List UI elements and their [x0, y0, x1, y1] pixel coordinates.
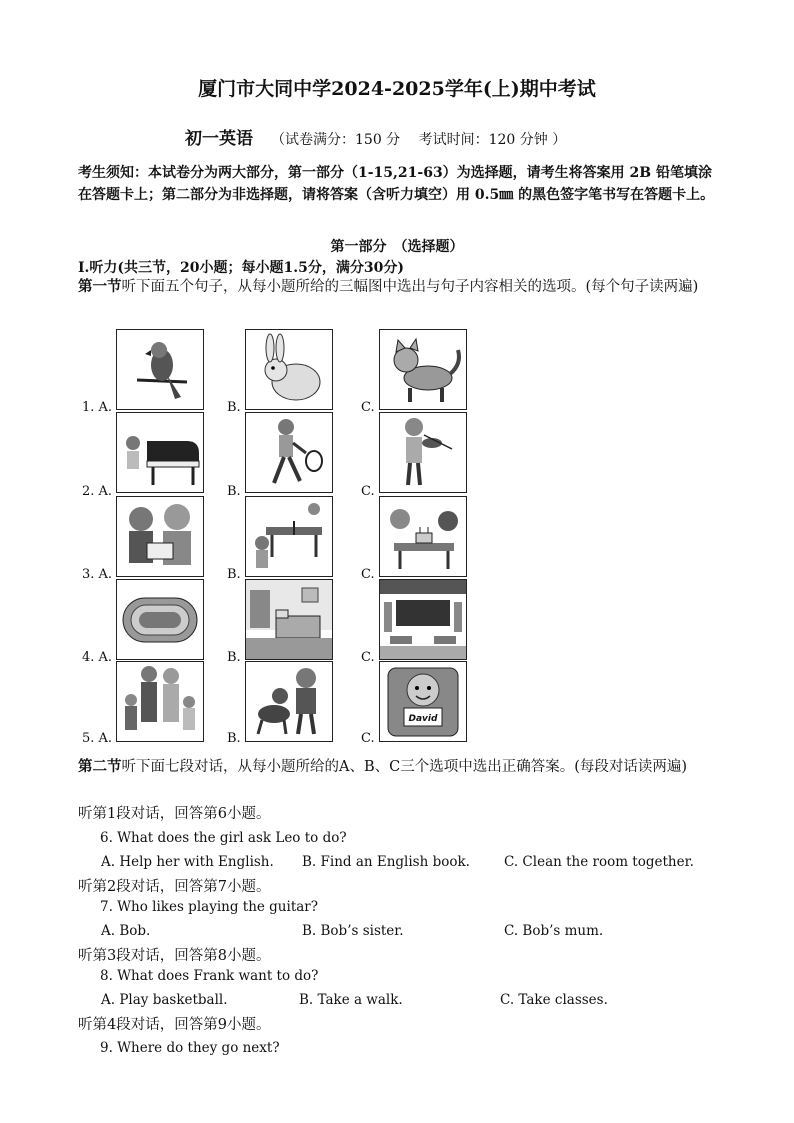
row-2-c-label: C. [361, 484, 375, 499]
bedroom-picture [245, 579, 333, 660]
parrot-picture [116, 329, 204, 410]
row-5-c-label: C. [361, 731, 375, 746]
ping-pong-picture [245, 496, 333, 577]
row-1-label: 1. A. [82, 400, 113, 415]
violin-picture [379, 412, 467, 493]
row-2-label: 2. A. [82, 484, 113, 499]
row-4-c-label: C. [361, 650, 375, 665]
dialogue-intro: 听第4段对话，回答第9小题。 [78, 1017, 271, 1033]
option-7b: B. Bob’s sister. [302, 923, 404, 939]
section1-text: 听下面五个句子，从每小题所给的三幅图中选出与句子内容相关的选项。(每个句子读两遍) [121, 279, 699, 295]
row-3-label: 3. A. [82, 567, 113, 582]
boy-dog-picture [245, 661, 333, 742]
exam-info: （试卷满分：150 分 考试时间：120 分钟 ） [271, 132, 567, 148]
question-7: 7. Who likes playing the guitar? [100, 899, 318, 915]
question-9: 9. Where do they go next? [100, 1040, 280, 1056]
piano-picture [116, 412, 204, 493]
subject-label: 初一英语 [185, 129, 253, 149]
row-4-b-label: B. [227, 650, 241, 665]
question-8: 8. What does Frank want to do? [100, 968, 319, 984]
dialogue-intro: 听第2段对话，回答第7小题。 [78, 879, 271, 895]
listening-heading: I.听力(共三节，20小题；每小题1.5分，满分30分) [78, 260, 404, 276]
notice-label: 考生须知： [78, 165, 148, 181]
option-7a: A. Bob. [101, 923, 151, 939]
cat-picture [379, 329, 467, 410]
row-1-c-label: C. [361, 400, 375, 415]
row-5-b-label: B. [227, 731, 241, 746]
row-3-c-label: C. [361, 567, 375, 582]
rabbit-picture [245, 329, 333, 410]
tennis-picture [245, 412, 333, 493]
party-picture [379, 496, 467, 577]
question-6: 6. What does the girl ask Leo to do? [100, 830, 347, 846]
row-4-label: 4. A. [82, 650, 113, 665]
track-picture [116, 579, 204, 660]
row-2-b-label: B. [227, 484, 241, 499]
name-card-picture [379, 661, 467, 742]
notice-text: 本试卷分为两大部分，第一部分（1-15,21-63）为选择题，请考生将答案用 2B 铅笔填涂在答题卡上；第二部分为非选择题，请将答案（含听力填空）用 0.5㎜ 的黑色签字笔书写在答题卡上。 [78, 165, 715, 203]
option-7c: C. Bob’s mum. [504, 923, 604, 939]
option-6a: A. Help her with English. [101, 854, 274, 870]
exam-subtitle [185, 124, 566, 149]
option-6c: C. Clean the room together. [504, 854, 694, 870]
family-picture [116, 661, 204, 742]
dialogue-intro: 听第1段对话，回答第6小题。 [78, 806, 271, 822]
section1-instructions [78, 276, 718, 298]
option-6b: B. Find an English book. [302, 854, 470, 870]
row-1-b-label: B. [227, 400, 241, 415]
dialogue-intro: 听第3段对话，回答第8小题。 [78, 948, 271, 964]
section2-text: 听下面七段对话，从每小题所给的A、B、C三个选项中选出正确答案。(每段对话读两遍) [121, 759, 688, 775]
row-3-b-label: B. [227, 567, 241, 582]
option-8a: A. Play basketball. [101, 992, 228, 1008]
exam-title: 厦门市大同中学2024-2025学年(上)期中考试 [198, 78, 596, 100]
option-8c: C. Take classes. [500, 992, 608, 1008]
section2-instructions [78, 756, 718, 778]
name-card-text: David [408, 714, 438, 724]
part1-title: 第一部分 （选择题） [330, 239, 464, 255]
section1-label: 第一节 [78, 278, 122, 295]
reading-picture [116, 496, 204, 577]
option-8b: B. Take a walk. [299, 992, 403, 1008]
exam-notice [78, 162, 718, 206]
row-5-label: 5. A. [82, 731, 113, 746]
classroom-picture [379, 579, 467, 660]
section2-label: 第二节 [78, 758, 122, 775]
